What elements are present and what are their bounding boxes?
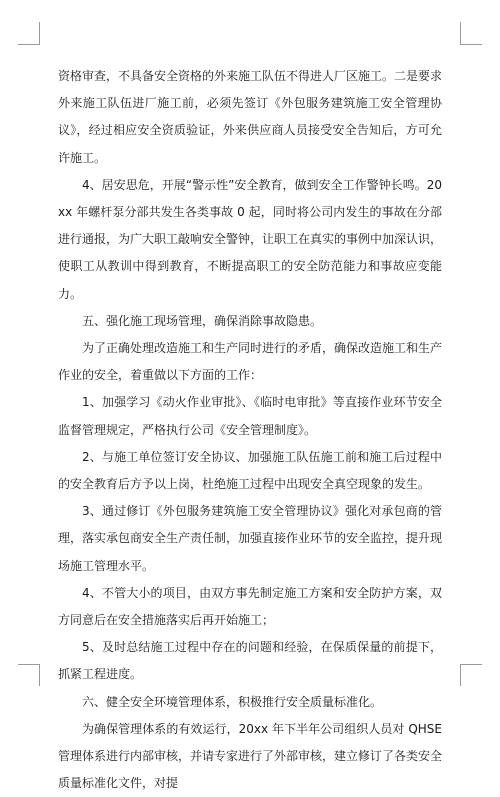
paragraph-safety-education: 4、居安思危，开展“警示性”安全教育，做到安全工作警钟长鸣。20xx 年螺杆泵分部共发生各类事故 0 起，同时将公司内发生的事故在分部进行通报，为广大职工敲响安全警钟，让职工在真实的事例中加深认识，使职工从教训中得到教育，不断提高职工的安全防范能力和事故应变能力。 (58, 177, 443, 301)
document-body (58, 63, 442, 797)
paragraph-contractor-qualification: 资格审查，不具备安全资格的外来施工队伍不得进人厂区施工。二是要求外来施工队伍进厂施工前，必须先签订《外包服务建筑施工安全管理协议》，经过相应安全资质验证，外来供应商人员接受安全告知后，方可允许施工。 (58, 69, 443, 165)
list-item-1: 1、加强学习《动火作业审批》、《临时电审批》等直接作业环节安全监督管理规定，严格执行公司《安全管理制度》。 (58, 395, 442, 437)
crop-mark-top-right-horizontal (460, 44, 482, 45)
crop-mark-top-left-horizontal (18, 44, 40, 45)
crop-mark-bottom-right-vertical (460, 664, 461, 686)
list-item-2: 2、与施工单位签订安全协议、加强施工队伍施工前和施工后过程中的安全教育后方予以上岗，杜绝施工过程中出现安全真空现象的发生。 (58, 449, 442, 492)
crop-mark-bottom-left-vertical (39, 664, 40, 686)
list-item-3: 3、通过修订《外包服务建筑施工安全管理协议》强化对承包商的管理，落实承包商安全生产责任制，加强直接作业环节的安全监控，提升现场施工管理水平。 (58, 504, 443, 573)
crop-mark-top-left-vertical (39, 22, 40, 44)
paragraph-qhse-audit: 为确保管理体系的有效运行，20xx 年下半年公司组织人员对 QHSE 管理体系进行内部审核，并请专家进行了外部审核，建立修订了各类安全质量标准化文件，对提 (58, 721, 443, 791)
section-heading-management-system: 六、健全安全环境管理体系，积极推行安全质量标准化。 (82, 694, 383, 709)
crop-mark-bottom-right-horizontal (460, 664, 482, 665)
paragraph-intro-work: 为了正确处理改造施工和生产同时进行的矛盾，确保改造施工和生产作业的安全，着重做以下方面的工作： (58, 341, 443, 383)
crop-mark-bottom-left-horizontal (18, 664, 40, 665)
crop-mark-top-right-vertical (460, 22, 461, 44)
section-heading-site-management: 五、强化施工现场管理，确保消除事故隐患。 (82, 313, 323, 328)
list-item-4: 4、不管大小的项目，由双方事先制定施工方案和安全防护方案，双方同意后在安全措施落实后再开始施工； (58, 585, 442, 628)
list-item-5: 5、及时总结施工过程中存在的问题和经验，在保质保量的前提下，抓紧工程进度。 (58, 640, 442, 682)
